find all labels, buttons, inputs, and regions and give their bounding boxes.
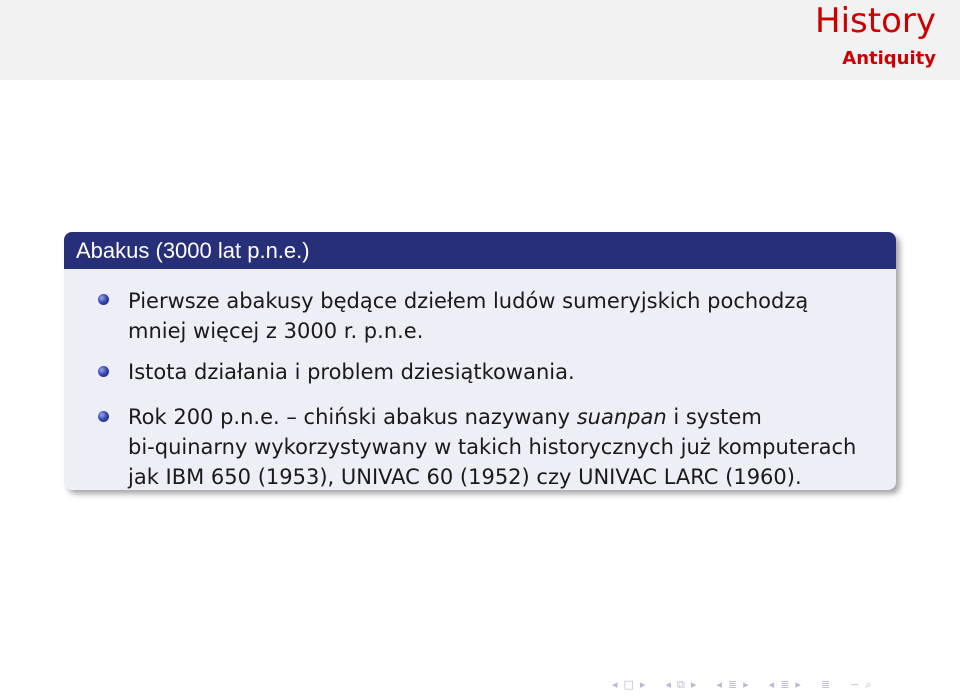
item-line: bi-quinarny wykorzystywany w takich historycznych już komputerach bbox=[128, 435, 857, 459]
item-text-segment: i system bbox=[666, 405, 762, 429]
part-icon[interactable]: ≣ bbox=[780, 678, 790, 691]
search-icon[interactable]: ⌕ bbox=[865, 678, 872, 691]
next-frame-icon[interactable]: ▸ bbox=[639, 678, 646, 691]
section-icon[interactable]: ≣ bbox=[727, 678, 738, 691]
loop-icon[interactable]: ∽ bbox=[850, 678, 860, 691]
prev-part-icon[interactable]: ◂ bbox=[768, 678, 775, 691]
appendix-icon[interactable]: ≣ bbox=[820, 678, 831, 691]
section-title: History bbox=[815, 1, 936, 41]
block-title: Abakus (3000 lat p.n.e.) bbox=[64, 232, 896, 269]
item-line: Istota działania i problem dziesiątkowania. bbox=[128, 360, 575, 384]
subsection-icon[interactable]: ⧉ bbox=[677, 678, 685, 691]
bullet-icon bbox=[98, 294, 109, 305]
next-subsection-icon[interactable]: ▸ bbox=[690, 678, 697, 691]
prev-section-icon[interactable]: ◂ bbox=[716, 678, 722, 691]
item-line: Pierwsze abakusy będące dziełem ludów sumeryjskich pochodzą bbox=[128, 289, 809, 313]
prev-frame-icon[interactable]: ◂ bbox=[612, 678, 618, 691]
item-line: mniej więcej z 3000 r. p.n.e. bbox=[128, 319, 424, 343]
next-part-icon[interactable]: ▸ bbox=[795, 678, 801, 691]
frame-icon[interactable]: □ bbox=[623, 678, 634, 691]
item-text-segment: Rok 200 p.n.e. – chiński abakus nazywany bbox=[128, 405, 577, 429]
beamer-navigation bbox=[612, 677, 872, 693]
item-text-emphasis: suanpan bbox=[576, 405, 667, 429]
content-block bbox=[64, 232, 896, 490]
prev-subsection-icon[interactable]: ◂ bbox=[665, 678, 671, 691]
item-line: jak IBM 650 (1953), UNIVAC 60 (1952) czy UNIVAC LARC (1960). bbox=[128, 465, 802, 489]
bullet-icon bbox=[98, 366, 109, 377]
next-section-icon[interactable]: ▸ bbox=[743, 678, 749, 691]
header-bar bbox=[0, 0, 960, 80]
bullet-icon bbox=[98, 411, 109, 422]
subsection-title: Antiquity bbox=[842, 48, 936, 69]
item-line bbox=[128, 402, 892, 432]
